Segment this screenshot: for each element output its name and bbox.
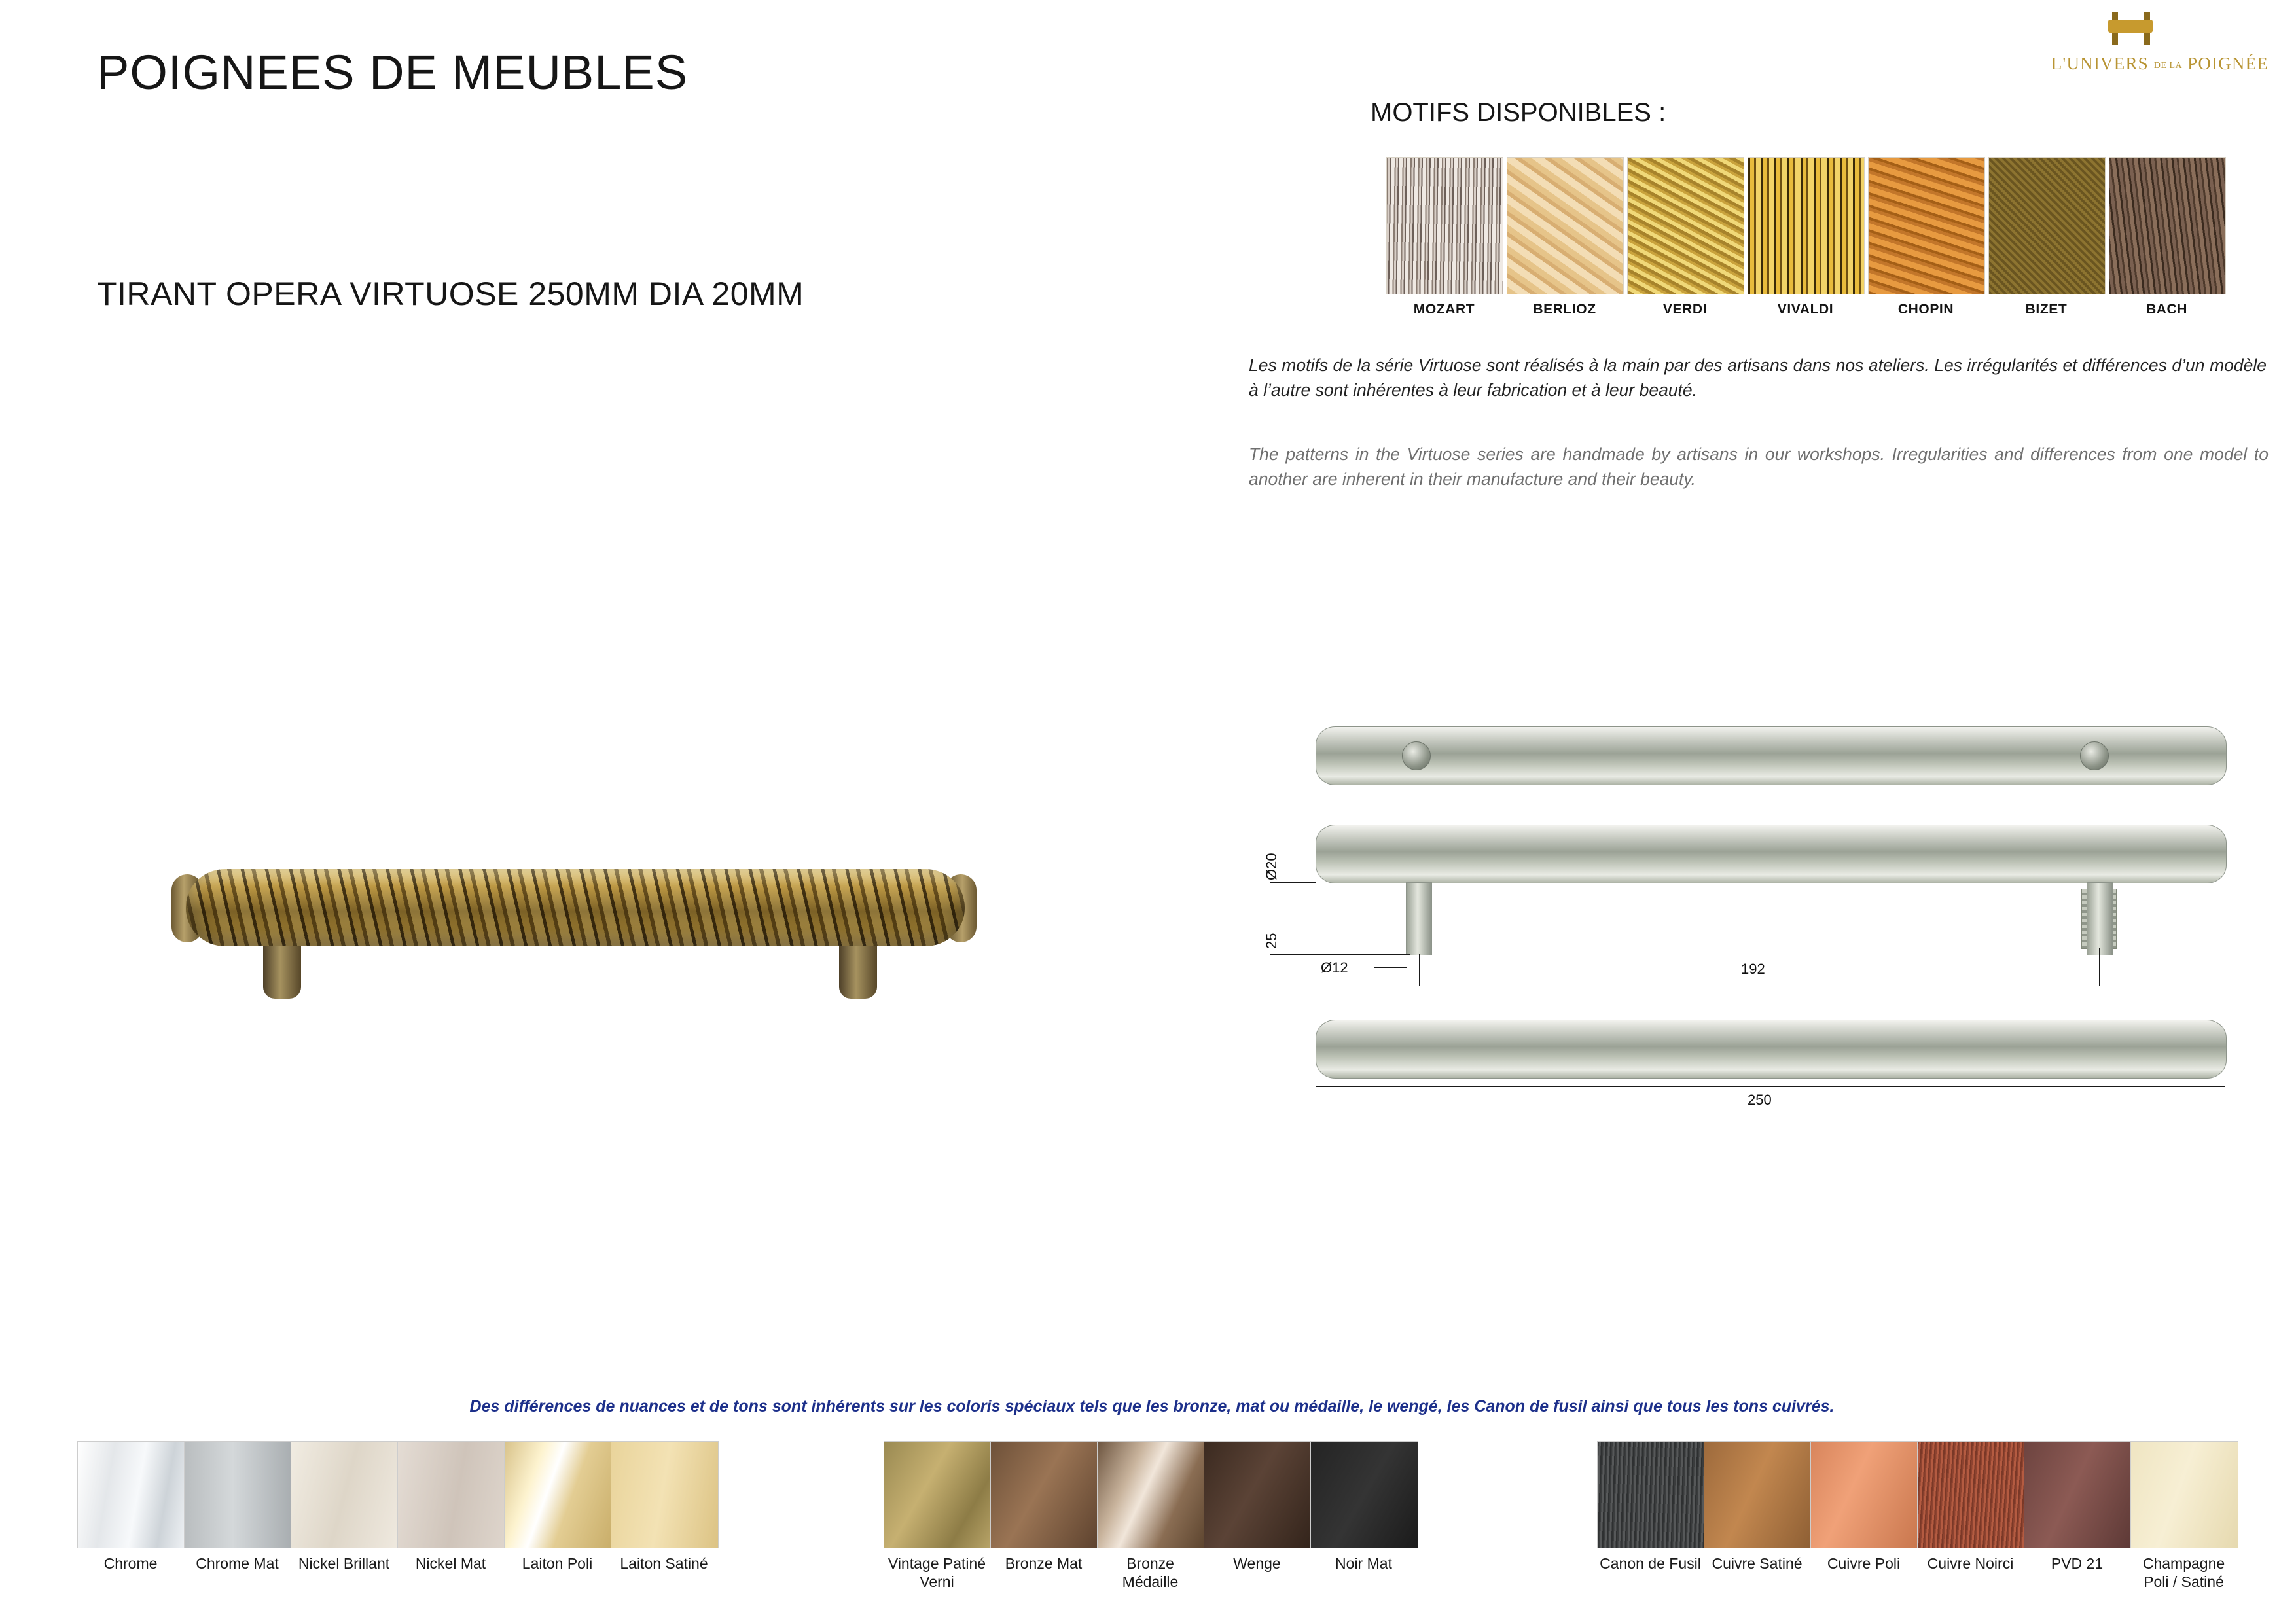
finish-label: Chrome Mat bbox=[196, 1555, 279, 1572]
finish-group-special bbox=[884, 1441, 1417, 1591]
finish-label: Vintage Patiné Verni bbox=[888, 1555, 986, 1590]
motif-swatch bbox=[1627, 157, 1744, 294]
finish-swatch bbox=[990, 1441, 1098, 1548]
finish-label: Chrome bbox=[103, 1555, 158, 1572]
brand-logo-text bbox=[1994, 54, 2269, 74]
finishes-note: Des différences de nuances et de tons sont inhérents sur les coloris spéciaux tels que les bronze, mat ou médaille, le wengé, les Canon de fusil ainsi que tous les tons cuivrés. bbox=[469, 1397, 1835, 1416]
motif-item[interactable] bbox=[2109, 157, 2225, 317]
finish-swatch bbox=[504, 1441, 612, 1548]
dim-line-total-length bbox=[1316, 1086, 2225, 1087]
finish-label: Noir Mat bbox=[1335, 1555, 1392, 1572]
finish-item[interactable] bbox=[1204, 1441, 1310, 1591]
finish-label: Cuivre Noirci bbox=[1927, 1555, 2014, 1572]
dim-ext-height-bottom bbox=[1270, 954, 1410, 955]
finish-item[interactable] bbox=[1917, 1441, 2024, 1591]
finish-item[interactable] bbox=[2024, 1441, 2130, 1591]
motif-item[interactable] bbox=[1748, 157, 1863, 317]
logo-word-dela: DE LA bbox=[2153, 61, 2183, 71]
finish-item[interactable] bbox=[291, 1441, 397, 1573]
finish-swatch bbox=[1704, 1441, 1812, 1548]
motif-label: MOZART bbox=[1413, 302, 1475, 317]
motif-label: BIZET bbox=[2025, 302, 2068, 317]
logo-word-univers: L'UNIVERS bbox=[2051, 54, 2149, 73]
dim-ext-center-right bbox=[2099, 948, 2100, 986]
motifs-row bbox=[1386, 157, 2225, 317]
finish-swatch bbox=[884, 1441, 992, 1548]
motif-label: VERDI bbox=[1662, 302, 1708, 317]
dim-label-diameter-leg: Ø12 bbox=[1321, 959, 1348, 976]
drawing-rod-bottom-view bbox=[1316, 1020, 2227, 1079]
motif-item[interactable] bbox=[1507, 157, 1623, 317]
finish-label: Nickel Brillant bbox=[298, 1555, 390, 1572]
dim-label-diameter-rod: Ø20 bbox=[1263, 853, 1280, 880]
motif-item[interactable] bbox=[1988, 157, 2104, 317]
drawing-screw-hole-right bbox=[2080, 741, 2109, 770]
finish-item[interactable] bbox=[1597, 1441, 1704, 1591]
motif-swatch bbox=[1748, 157, 1865, 294]
motif-swatch bbox=[1988, 157, 2106, 294]
product-title: TIRANT OPERA VIRTUOSE 250MM DIA 20MM bbox=[97, 276, 804, 312]
dim-ext-diameter-bottom bbox=[1270, 882, 1316, 883]
drawing-leg-right bbox=[2087, 882, 2113, 955]
dim-label-height: 25 bbox=[1263, 933, 1280, 949]
finish-label: Cuivre Satiné bbox=[1712, 1555, 1803, 1572]
product-photo-bar bbox=[186, 869, 965, 946]
finish-group-premium bbox=[1597, 1441, 2237, 1591]
finish-item[interactable] bbox=[1310, 1441, 1417, 1591]
finish-item[interactable] bbox=[990, 1441, 1097, 1591]
finish-swatch bbox=[611, 1441, 719, 1548]
dim-ext-center-left bbox=[1419, 954, 1420, 986]
motif-label: CHOPIN bbox=[1897, 302, 1954, 317]
finish-label: Wenge bbox=[1233, 1555, 1281, 1572]
dim-label-center-distance: 192 bbox=[1741, 961, 1765, 977]
motifs-heading: MOTIFS DISPONIBLES : bbox=[1371, 98, 1666, 127]
motif-label: VIVALDI bbox=[1777, 302, 1834, 317]
drawing-leg-left bbox=[1406, 882, 1432, 955]
logo-word-poignee: POIGNÉE bbox=[2187, 54, 2269, 73]
finish-swatch bbox=[1310, 1441, 1418, 1548]
dim-leader-diameter-leg bbox=[1374, 967, 1407, 968]
finish-label: Laiton Poli bbox=[522, 1555, 593, 1572]
finish-label: Laiton Satiné bbox=[620, 1555, 708, 1572]
finish-item[interactable] bbox=[1097, 1441, 1204, 1591]
finish-swatch bbox=[1097, 1441, 1205, 1548]
motif-item[interactable] bbox=[1868, 157, 1984, 317]
finish-label: Bronze Mat bbox=[1005, 1555, 1083, 1572]
finish-swatch bbox=[1917, 1441, 2025, 1548]
finish-label: Cuivre Poli bbox=[1827, 1555, 1901, 1572]
finish-label: PVD 21 bbox=[2051, 1555, 2104, 1572]
drawing-rod-side-view bbox=[1316, 825, 2227, 883]
brand-logo bbox=[1994, 9, 2269, 74]
motif-swatch bbox=[2109, 157, 2226, 294]
drawing-screw-hole-left bbox=[1402, 741, 1431, 770]
finish-item[interactable] bbox=[884, 1441, 990, 1591]
finish-swatch bbox=[77, 1441, 185, 1548]
motif-item[interactable] bbox=[1386, 157, 1502, 317]
finish-swatch bbox=[1810, 1441, 1918, 1548]
page-title: POIGNEES DE MEUBLES bbox=[97, 45, 689, 99]
motif-label: BERLIOZ bbox=[1533, 302, 1596, 317]
finish-item[interactable] bbox=[184, 1441, 291, 1573]
finish-item[interactable] bbox=[1810, 1441, 1917, 1591]
motif-swatch bbox=[1868, 157, 1985, 294]
finish-label: Bronze Médaille bbox=[1122, 1555, 1179, 1590]
handle-logo-icon bbox=[2103, 9, 2159, 50]
motif-label: BACH bbox=[2145, 302, 2188, 317]
finish-item[interactable] bbox=[611, 1441, 717, 1573]
finish-label: Champagne Poli / Satiné bbox=[2142, 1555, 2225, 1590]
motifs-paragraph-en: The patterns in the Virtuose series are handmade by artisans in our workshops. Irregularities and differences from one model to another are inherent in their manufacture and their beauty. bbox=[1249, 444, 2269, 489]
finish-swatch bbox=[2130, 1441, 2238, 1548]
finish-item[interactable] bbox=[2130, 1441, 2237, 1591]
technical-drawing bbox=[1244, 720, 2225, 1204]
finish-label: Canon de Fusil bbox=[1600, 1555, 1701, 1572]
motif-swatch bbox=[1507, 157, 1624, 294]
finish-item[interactable] bbox=[1704, 1441, 1810, 1591]
finish-swatch bbox=[2024, 1441, 2132, 1548]
finish-item[interactable] bbox=[397, 1441, 504, 1573]
motifs-paragraph-fr: Les motifs de la série Virtuose sont réalisés à la main par des artisans dans nos ateliers. Les irrégularités et différences d’un modèle à l’autre sont inhérentes à leur fabrication et à leur beauté. bbox=[1249, 355, 2267, 400]
motif-item[interactable] bbox=[1627, 157, 1743, 317]
finish-swatch bbox=[1597, 1441, 1705, 1548]
finish-item[interactable] bbox=[504, 1441, 611, 1573]
finish-label: Nickel Mat bbox=[415, 1555, 486, 1572]
finish-swatch bbox=[397, 1441, 505, 1548]
product-photo bbox=[171, 844, 977, 1027]
finish-item[interactable] bbox=[77, 1441, 184, 1573]
dim-label-total-length: 250 bbox=[1748, 1092, 1772, 1108]
finish-swatch bbox=[291, 1441, 399, 1548]
finish-swatch bbox=[184, 1441, 292, 1548]
motif-swatch bbox=[1386, 157, 1503, 294]
finish-swatch bbox=[1204, 1441, 1312, 1548]
finish-group-standard bbox=[77, 1441, 717, 1573]
